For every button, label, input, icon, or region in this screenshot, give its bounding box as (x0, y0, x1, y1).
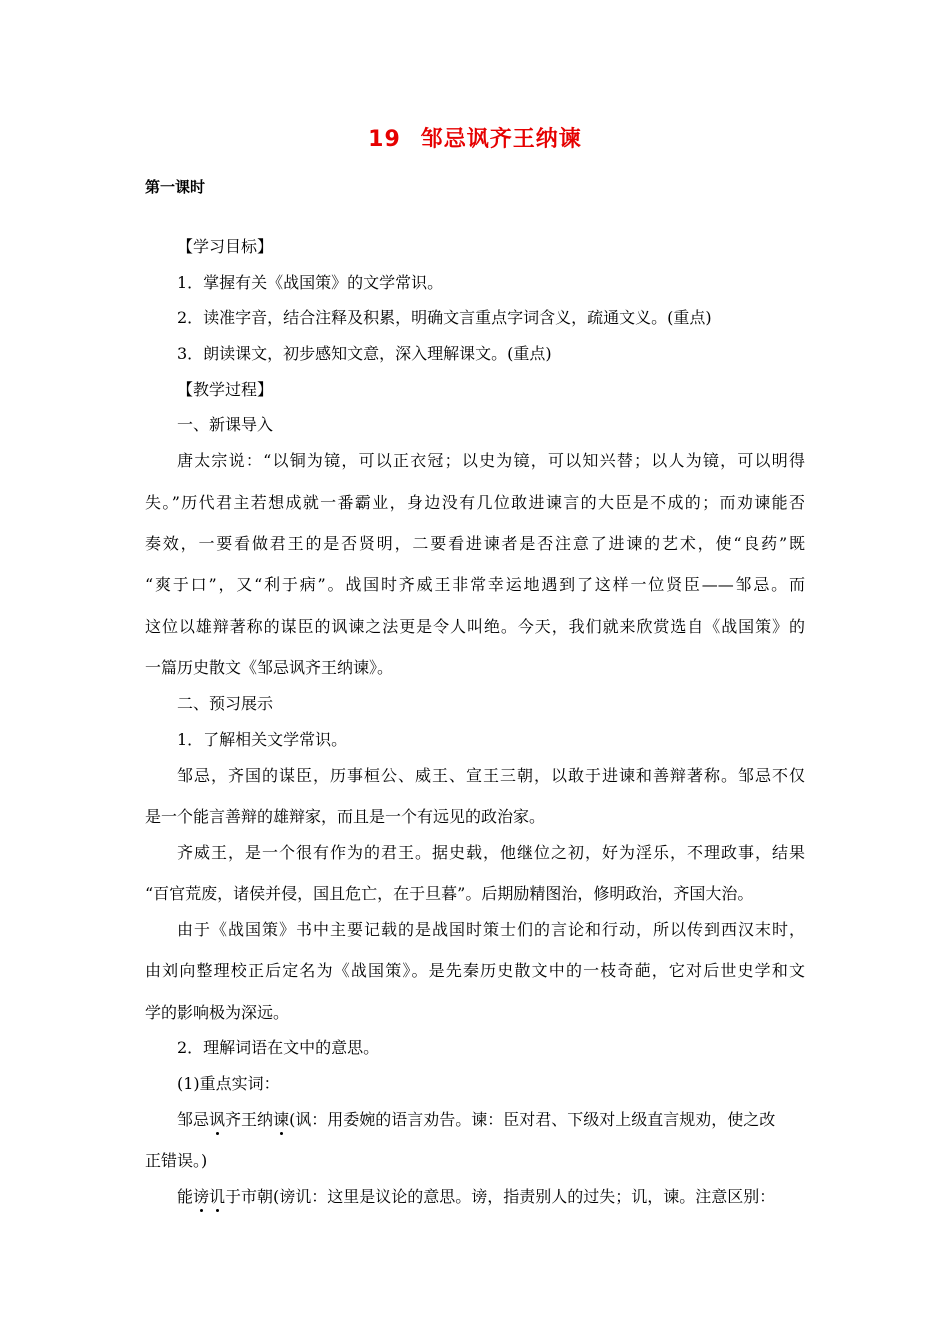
title-number: 19 (368, 127, 401, 152)
section-heading-objectives: 【学习目标】 (177, 237, 274, 256)
subheading-intro: 一、新课导入 (177, 415, 274, 434)
objective-3: 3．朗读课文，初步感知文意，深入理解课文。(重点) (177, 344, 552, 363)
list-item: (1)重点实词： (177, 1074, 280, 1093)
key-character: 讽 (209, 1110, 226, 1129)
key-character: 谤 (193, 1187, 210, 1206)
paragraph-line: 学的影响极为深远。 (145, 1003, 290, 1022)
title-text: 邹忌讽齐王纳谏 (420, 127, 582, 152)
paragraph-line: 是一个能言善辩的雄辩家，而且是一个有远见的政治家。 (145, 807, 546, 826)
example-line (177, 1184, 805, 1207)
paragraph-line: “爽于口”，又“利于病”。战国时齐威王非常幸运地遇到了这样一位贤臣——邹忌。而 (145, 575, 805, 594)
example-gloss: 于市朝(谤讥：这里是议论的意思。谤，指责别人的过失；讥，谏。注意区别： (225, 1187, 776, 1206)
key-character: 谏 (273, 1110, 290, 1129)
objective-2: 2．读准字音，结合注释及积累，明确文言重点字词含义，疏通文义。(重点) (177, 308, 712, 327)
list-item: 1．了解相关文学常识。 (177, 730, 348, 749)
paragraph-line: 由于《战国策》书中主要记载的是战国时策士们的言论和行动，所以传到西汉末时， (177, 920, 805, 939)
paragraph-line: 由刘向整理校正后定名为《战国策》。是先秦历史散文中的一枝奇葩，它对后世史学和文 (145, 961, 805, 980)
key-character: 讥 (209, 1187, 226, 1206)
list-item: 2．理解词语在文中的意思。 (177, 1038, 380, 1057)
paragraph-line: 齐威王，是一个很有作为的君王。据史载，他继位之初，好为淫乐，不理政事，结果 (177, 843, 805, 862)
paragraph-line: 失。”历代君主若想成就一番霸业，身边没有几位敢进谏言的大臣是不成的；而劝谏能否 (145, 493, 805, 512)
example-gloss: (讽：用委婉的语言劝告。谏：臣对君、下级对上级直言规劝，使之改 (289, 1110, 776, 1129)
objective-1: 1．掌握有关《战国策》的文学常识。 (177, 273, 444, 292)
page-title (0, 122, 950, 153)
example-text: 能 (177, 1187, 194, 1206)
paragraph-line: 邹忌，齐国的谋臣，历事桓公、威王、宣王三朝，以敢于进谏和善辩著称。邹忌不仅 (177, 766, 805, 785)
example-text: 邹忌 (177, 1110, 210, 1129)
paragraph-line: 正错误。) (145, 1151, 208, 1170)
example-line (177, 1107, 805, 1130)
section-heading-process: 【教学过程】 (177, 380, 274, 399)
paragraph-line: “百官荒废，诸侯并侵，国且危亡，在于旦暮”。后期励精图治，修明政治，齐国大治。 (145, 884, 754, 903)
paragraph-line: 这位以雄辩著称的谋臣的讽谏之法更是令人叫绝。今天，我们就来欣赏选自《战国策》的 (145, 617, 805, 636)
paragraph-line: 一篇历史散文《邹忌讽齐王纳谏》。 (145, 658, 394, 677)
paragraph-line: 奏效，一要看做君王的是否贤明，二要看进谏者是否注意了进谏的艺术，使“良药”既 (145, 534, 805, 553)
subheading-preview: 二、预习展示 (177, 694, 274, 713)
example-text: 齐王纳 (225, 1110, 274, 1129)
lesson-heading: 第一课时 (145, 178, 206, 196)
paragraph-line: 唐太宗说：“以铜为镜，可以正衣冠；以史为镜，可以知兴替；以人为镜，可以明得 (177, 451, 805, 470)
